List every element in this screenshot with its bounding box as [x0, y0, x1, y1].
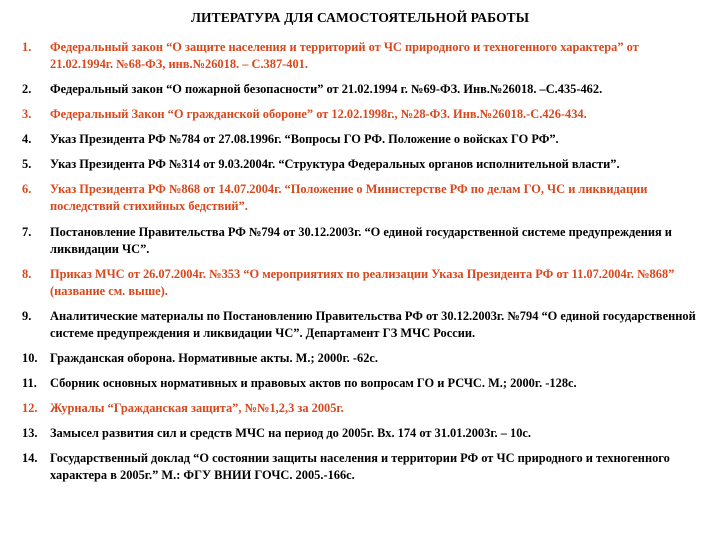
item-text: Указ Президента РФ №868 от 14.07.2004г. “Положение о Министерстве РФ по делам ГО, ЧС и ликвидации последствий стихийных бедствий”. [50, 182, 648, 213]
item-number: 5. [22, 157, 32, 171]
item-text: Приказ МЧС от 26.07.2004г. №353 “О мероприятиях по реализации Указа Президента РФ от 11.07.2004г. №868” (название см. выше). [50, 267, 675, 298]
item-number: 13. [22, 426, 38, 440]
item-text: Сборник основных нормативных и правовых актов по вопросам ГО и РСЧС. М.; 2000г. -128с. [50, 376, 577, 390]
item-text: Федеральный закон “О защите населения и территорий от ЧС природного и техногенного характера” от 21.02.1994г. №68-ФЗ, инв.№26018. – С.387-401. [50, 40, 639, 71]
item-text: Гражданская оборона. Нормативные акты. М.; 2000г. -62с. [50, 351, 378, 365]
item-text: Федеральный закон “О пожарной безопасности” от 21.02.1994 г. №69-ФЗ. Инв.№26018. –С.435-462. [50, 82, 603, 96]
item-text: Аналитические материалы по Постановлению Правительства РФ от 30.12.2003г. №794 “О единой государственной системе предупреждения и ликвидации ЧС”. Департамент ГЗ МЧС России. [50, 309, 696, 340]
item-text: Замысел развития сил и средств МЧС на период до 2005г. Вх. 174 от 31.01.2003г. – 10с. [50, 426, 532, 440]
item-number: 11. [22, 376, 37, 390]
item-number: 9. [22, 309, 32, 323]
item-text: Указ Президента РФ №314 от 9.03.2004г. “Структура Федеральных органов исполнительной власти”. [50, 157, 620, 171]
item-number: 12. [22, 401, 38, 415]
item-number: 4. [22, 132, 32, 146]
item-number: 8. [22, 267, 32, 281]
item-text: Постановление Правительства РФ №794 от 30.12.2003г. “О единой государственной системе предупреждения и ликвидации ЧС”. [50, 225, 672, 256]
item-number: 3. [22, 107, 32, 121]
item-text: Указ Президента РФ №784 от 27.08.1996г. “Вопросы ГО РФ. Положение о войсках ГО РФ”. [50, 132, 559, 146]
item-number: 1. [22, 40, 32, 54]
item-text: Журналы “Гражданская защита”, №№1,2,3 за 2005г. [50, 401, 344, 415]
item-number: 6. [22, 182, 32, 196]
item-number: 7. [22, 225, 32, 239]
item-text: Федеральный Закон “О гражданской обороне” от 12.02.1998г., №28-ФЗ. Инв.№26018.-С.426-434. [50, 107, 587, 121]
item-number: 10. [22, 351, 38, 365]
item-number: 2. [22, 82, 32, 96]
item-number: 14. [22, 451, 38, 465]
item-text: Государственный доклад “О состоянии защиты населения и территории РФ от ЧС природного и техногенного характера в 2005г.” М.: ФГУ ВНИИ ГОЧС. 2005.-166с. [50, 451, 670, 482]
page-title: ЛИТЕРАТУРА ДЛЯ САМОСТОЯТЕЛЬНОЙ РАБОТЫ [190, 10, 530, 25]
